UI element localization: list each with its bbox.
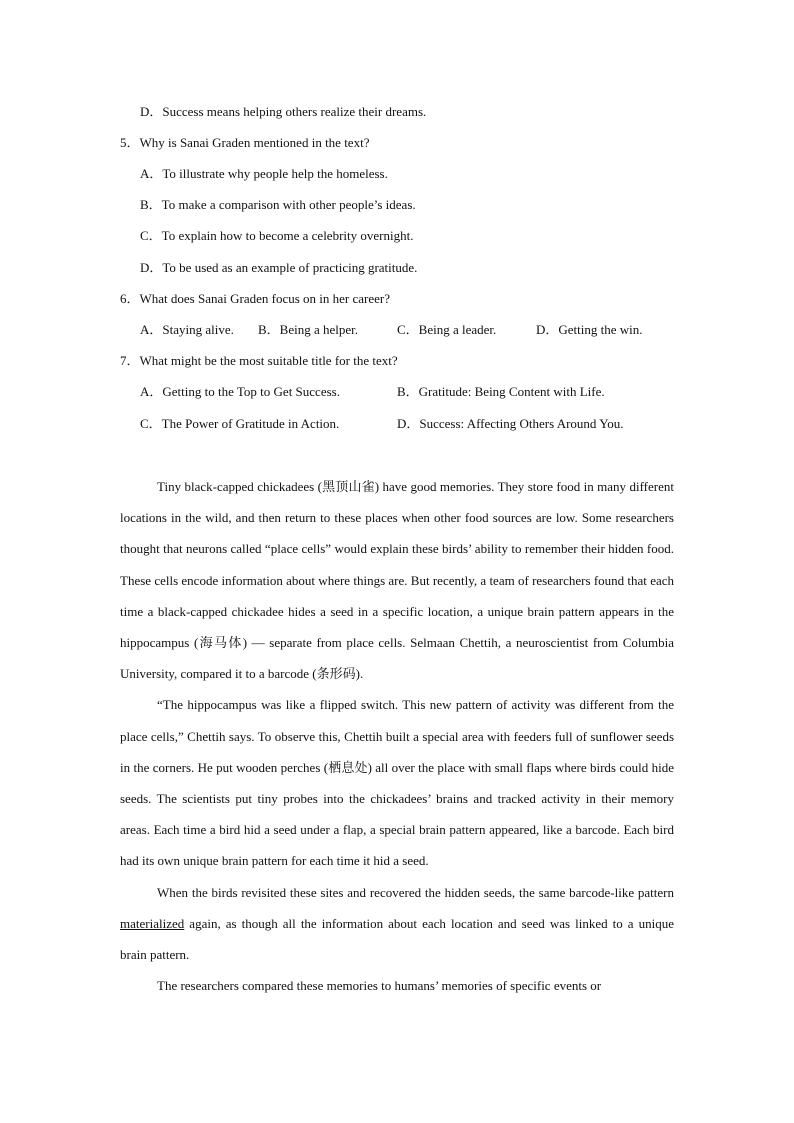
q6-options: [0, 322, 794, 338]
q7-option-d: D．Success: Affecting Others Around You.: [397, 416, 624, 431]
q6-stem: 6．What does Sanai Graden focus on in her career?: [120, 291, 390, 306]
q5-option-d: D．To be used as an example of practicing gratitude.: [140, 260, 418, 275]
q5-option-c: C．To explain how to become a celebrity overnight.: [140, 228, 414, 243]
q7-options-row2: [0, 416, 794, 432]
q6-option-a: A．Staying alive.: [140, 322, 234, 337]
passage-paragraph-1: Tiny black-capped chickadees (黑顶山雀) have good memories. They store food in many different locations in the wild, and then return to these places when other food sources are low. Some researchers thought that neurons called “place cells” would explain these birds’ ability to remember their hidden food. These cells encode information about where things are. But recently, a team of researchers found that each time a black-capped chickadee hides a seed in a specific location, a unique brain pattern appears in the hippocampus (海马体) — separate from place cells. Selmaan Chettih, a neuroscientist from Columbia University, compared it to a barcode (条形码).: [120, 479, 674, 682]
underlined-word-materialized: materialized: [120, 915, 185, 931]
q4-option-d: D．Success means helping others realize their dreams.: [140, 104, 427, 119]
reading-passage: [120, 471, 674, 1001]
passage-paragraph-2: “The hippocampus was like a flipped switch. This new pattern of activity was different from the place cells,” Chettih says. To observe this, Chettih built a special area with feeders full of sunflower seeds in the corners. He put wooden perches (栖息处) all over the place with small flaps where birds could hide seeds. The scientists put tiny probes into the chickadees’ brains and tracked activity in their memory areas. Each time a bird hid a seed under a flap, a special brain pattern appeared, like a barcode. Each bird had its own unique brain pattern for each time it hid a seed.: [120, 697, 674, 869]
q7-option-b: B．Gratitude: Being Content with Life.: [397, 384, 605, 399]
q6-option-d: D．Getting the win.: [536, 322, 643, 337]
q6-option-b: B．Being a helper.: [258, 322, 359, 337]
passage-paragraph-3: [120, 877, 674, 971]
paragraph-3-text-start: When the birds revisited these sites and recovered the hidden seeds, the same barcode-like pattern: [157, 884, 674, 900]
q5-stem: 5．Why is Sanai Graden mentioned in the text?: [120, 135, 370, 150]
q7-stem: 7．What might be the most suitable title for the text?: [120, 353, 398, 368]
q5-option-b: B．To make a comparison with other people’s ideas.: [140, 197, 416, 212]
q6-option-c: C．Being a leader.: [397, 322, 497, 337]
q7-options-row1: [0, 384, 794, 400]
passage-paragraph-4: The researchers compared these memories to humans’ memories of specific events or: [157, 978, 602, 994]
q7-option-c: C．The Power of Gratitude in Action.: [140, 416, 340, 431]
q7-option-a: A．Getting to the Top to Get Success.: [140, 384, 340, 399]
paragraph-3-text-end: again, as though all the information about each location and seed was linked to a unique brain pattern.: [120, 915, 674, 963]
q5-option-a: A．To illustrate why people help the homeless.: [140, 166, 388, 181]
